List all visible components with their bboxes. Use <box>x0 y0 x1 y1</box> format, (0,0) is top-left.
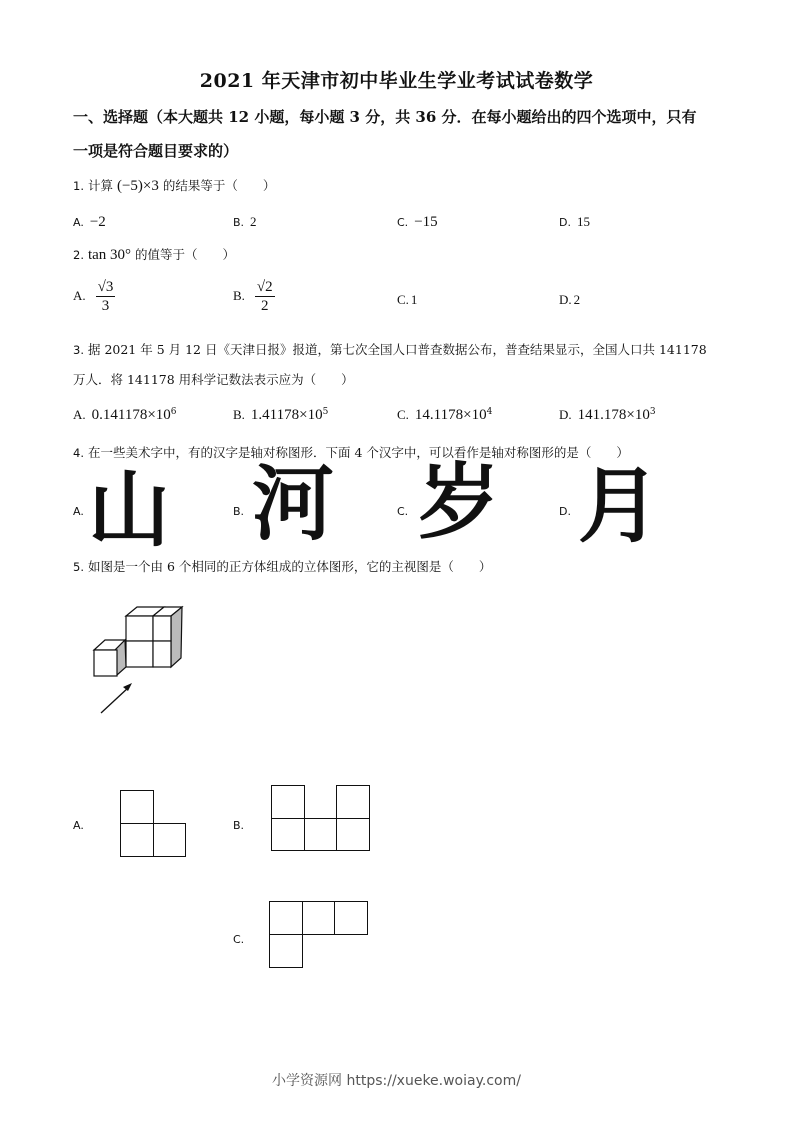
question-number: 2. <box>73 248 84 262</box>
option-label: B. <box>233 216 245 229</box>
stem-math: tan 30° <box>87 247 132 263</box>
option-label: B. <box>233 288 245 303</box>
question-3-option-a[interactable] <box>73 407 177 424</box>
footer-url[interactable]: https://xueke.woiay.com/ <box>346 1073 521 1089</box>
option-value: 141.178×10 <box>577 407 650 424</box>
option-label: A. <box>73 407 86 423</box>
arrow-head-icon <box>123 683 132 691</box>
shape-four-squares[interactable] <box>269 901 368 968</box>
question-2-option-c[interactable] <box>397 292 417 308</box>
option-label: A. <box>73 288 86 303</box>
footer-site-name: 小学资源网 <box>272 1073 343 1089</box>
option-value: 15 <box>576 214 590 229</box>
page-title: 2021 年天津市初中毕业生学业考试试卷数学 <box>199 70 594 92</box>
section-heading <box>73 103 733 166</box>
question-2-option-d[interactable] <box>559 292 580 308</box>
question-3-option-b[interactable] <box>233 407 328 424</box>
fraction-denominator: 2 <box>261 298 269 314</box>
fraction-numerator: √2 <box>256 279 273 295</box>
question-number: 1. <box>73 179 84 193</box>
question-1-option-b[interactable] <box>233 214 257 230</box>
stem-text: 据 2021 年 5 月 12 日《天津日报》报道，第七次全国人口普查数据公布，普查结果显示，全国人口共 141178 <box>87 342 707 357</box>
option-label: D. <box>559 407 572 423</box>
stem-text: 的结果等于（ ） <box>162 178 276 193</box>
option-label: C. <box>397 407 409 423</box>
option-label: C. <box>397 505 409 518</box>
shape-l-three-squares[interactable] <box>120 790 186 857</box>
option-value: 1 <box>410 292 418 307</box>
question-3-option-d[interactable] <box>559 407 656 424</box>
section-heading-line1: 一、选择题（本大题共 12 小题，每小题 3 分，共 36 分．在每小题给出的四个选项中，只有 <box>73 108 697 126</box>
option-label: D. <box>559 505 571 518</box>
option-label: C. <box>397 292 409 307</box>
question-3-option-c[interactable] <box>397 407 492 424</box>
cube-stack-figure <box>85 600 195 720</box>
option-label: B. <box>233 819 245 832</box>
stem-text: 如图是一个由 6 个相同的正方体组成的立体图形，它的主视图是（ ） <box>87 559 492 574</box>
option-value: 14.1178×10 <box>414 407 487 424</box>
question-number: 5. <box>73 560 84 574</box>
question-4-option-d[interactable] <box>559 500 577 519</box>
question-5-option-b[interactable] <box>233 814 250 833</box>
option-label: C. <box>233 933 245 946</box>
question-4-option-c[interactable] <box>397 500 414 519</box>
option-label: A. <box>73 216 84 229</box>
stem-math: (−5)×3 <box>116 178 159 194</box>
option-label: D. <box>559 292 572 307</box>
hanzi-yue[interactable]: 月 <box>578 459 661 554</box>
hanzi-shan[interactable]: 山 <box>88 463 171 558</box>
option-exponent: 4 <box>486 407 493 417</box>
question-4-option-b[interactable] <box>233 500 250 519</box>
question-number: 3. <box>73 343 84 357</box>
question-1-option-c[interactable] <box>397 214 438 231</box>
question-5-stem <box>73 557 733 575</box>
option-value: 1.41178×10 <box>250 407 323 424</box>
question-1-option-d[interactable] <box>559 214 590 230</box>
question-number: 4. <box>73 446 84 460</box>
footer-watermark <box>0 1070 793 1090</box>
question-5-option-c[interactable] <box>233 928 250 947</box>
fraction <box>255 278 275 315</box>
option-exponent: 5 <box>322 407 329 417</box>
option-exponent: 3 <box>649 407 656 417</box>
question-2-stem <box>73 245 235 264</box>
option-label: C. <box>397 216 409 229</box>
question-2-option-a[interactable] <box>73 278 115 315</box>
option-label: B. <box>233 505 245 518</box>
option-value: −15 <box>414 214 438 230</box>
question-1-stem <box>73 176 275 195</box>
question-5-option-a[interactable] <box>73 814 90 833</box>
option-value: 2 <box>573 292 581 307</box>
view-arrow <box>101 687 129 713</box>
question-3-stem <box>73 340 733 388</box>
option-label: B. <box>233 407 245 423</box>
option-exponent: 6 <box>170 407 177 417</box>
fraction-numerator: √3 <box>97 279 114 295</box>
question-2-option-b[interactable] <box>233 278 275 315</box>
section-heading-line2: 一项是符合题目要求的） <box>73 142 239 160</box>
stem-text: 计算 <box>87 178 113 193</box>
option-label: A. <box>73 819 84 832</box>
fraction-denominator: 3 <box>101 298 110 314</box>
option-label: D. <box>559 216 571 229</box>
option-value: 2 <box>250 214 257 229</box>
option-value: −2 <box>89 214 106 230</box>
hanzi-sui[interactable]: 岁 <box>418 455 501 550</box>
stem-text: 万人．将 141178 用科学记数法表示应为（ ） <box>73 372 354 387</box>
shape-u-five-squares[interactable] <box>271 785 370 851</box>
stem-text: 的值等于（ ） <box>135 247 236 262</box>
stem-text: 在一些美术字中，有的汉字是轴对称图形．下面 4 个汉字中，可以看作是轴对称图形的是（ ） <box>87 445 629 460</box>
option-value: 0.141178×10 <box>91 407 171 424</box>
question-1-option-a[interactable] <box>73 214 106 231</box>
option-label: A. <box>73 505 84 518</box>
hanzi-he[interactable]: 河 <box>252 457 335 552</box>
fraction <box>96 278 116 315</box>
